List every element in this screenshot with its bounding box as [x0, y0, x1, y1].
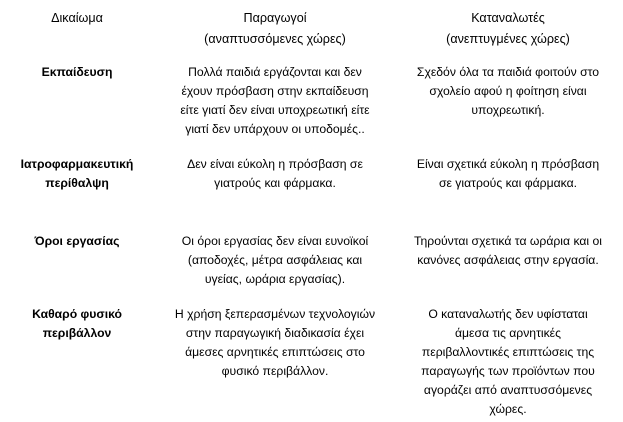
header-right: Δικαίωμα: [51, 11, 103, 25]
row-label: Όροι εργασίας: [34, 234, 120, 248]
producers-cell: Πολλά παιδιά εργάζονται και δεν έχουν πρόσβαση στην εκπαίδευση είτε γιατί δεν είναι υποχρεωτική είτε γιατί δεν υπάρχουν οι υποδομές..: [180, 65, 370, 136]
consumers-cell: Σχεδόν όλα τα παιδιά φοιτούν στο σχολείο αφού η φοίτηση είναι υποχρεωτική.: [416, 65, 600, 117]
consumers-cell: Τηρούνται σχετικά τα ωράρια και οι κανόνες ασφάλειας στην εργασία.: [413, 234, 603, 267]
row-label: Εκπαίδευση: [41, 65, 113, 79]
producers-cell: Δεν είναι εύκολη η πρόσβαση σε γιατρούς και φάρμακα.: [187, 157, 363, 190]
producers-cell: Οι όροι εργασίας δεν είναι ευνοϊκοί (αποδοχές, μέτρα ασφάλειας και υγείας, ωράρια εργασίας).: [181, 234, 369, 286]
row-label: Ιατροφαρμακευτική περίθαλψη: [20, 157, 134, 190]
consumers-cell: Ο καταναλωτής δεν υφίσταται άμεσα τις αρνητικές περιβαλλοντικές επιπτώσεις της παραγωγής των προϊόντων που αγοράζει από αναπτυσσόμενες χώρες.: [421, 307, 595, 416]
row-label: Καθαρό φυσικό περιβάλλον: [32, 307, 122, 340]
header-consumers: Καταναλωτές (ανεπτυγμένες χώρες): [446, 11, 570, 46]
consumers-cell: Είναι σχετικά εύκολη η πρόσβαση σε γιατρούς και φάρμακα.: [416, 157, 600, 190]
producers-cell: Η χρήση ξεπερασμένων τεχνολογιών στην παραγωγική διαδικασία έχει άμεσες αρνητικές επιπτώσεις στο φυσικό περιβάλλον.: [174, 307, 376, 378]
header-producers: Παραγωγοί (αναπτυσσόμενες χώρες): [204, 11, 346, 46]
